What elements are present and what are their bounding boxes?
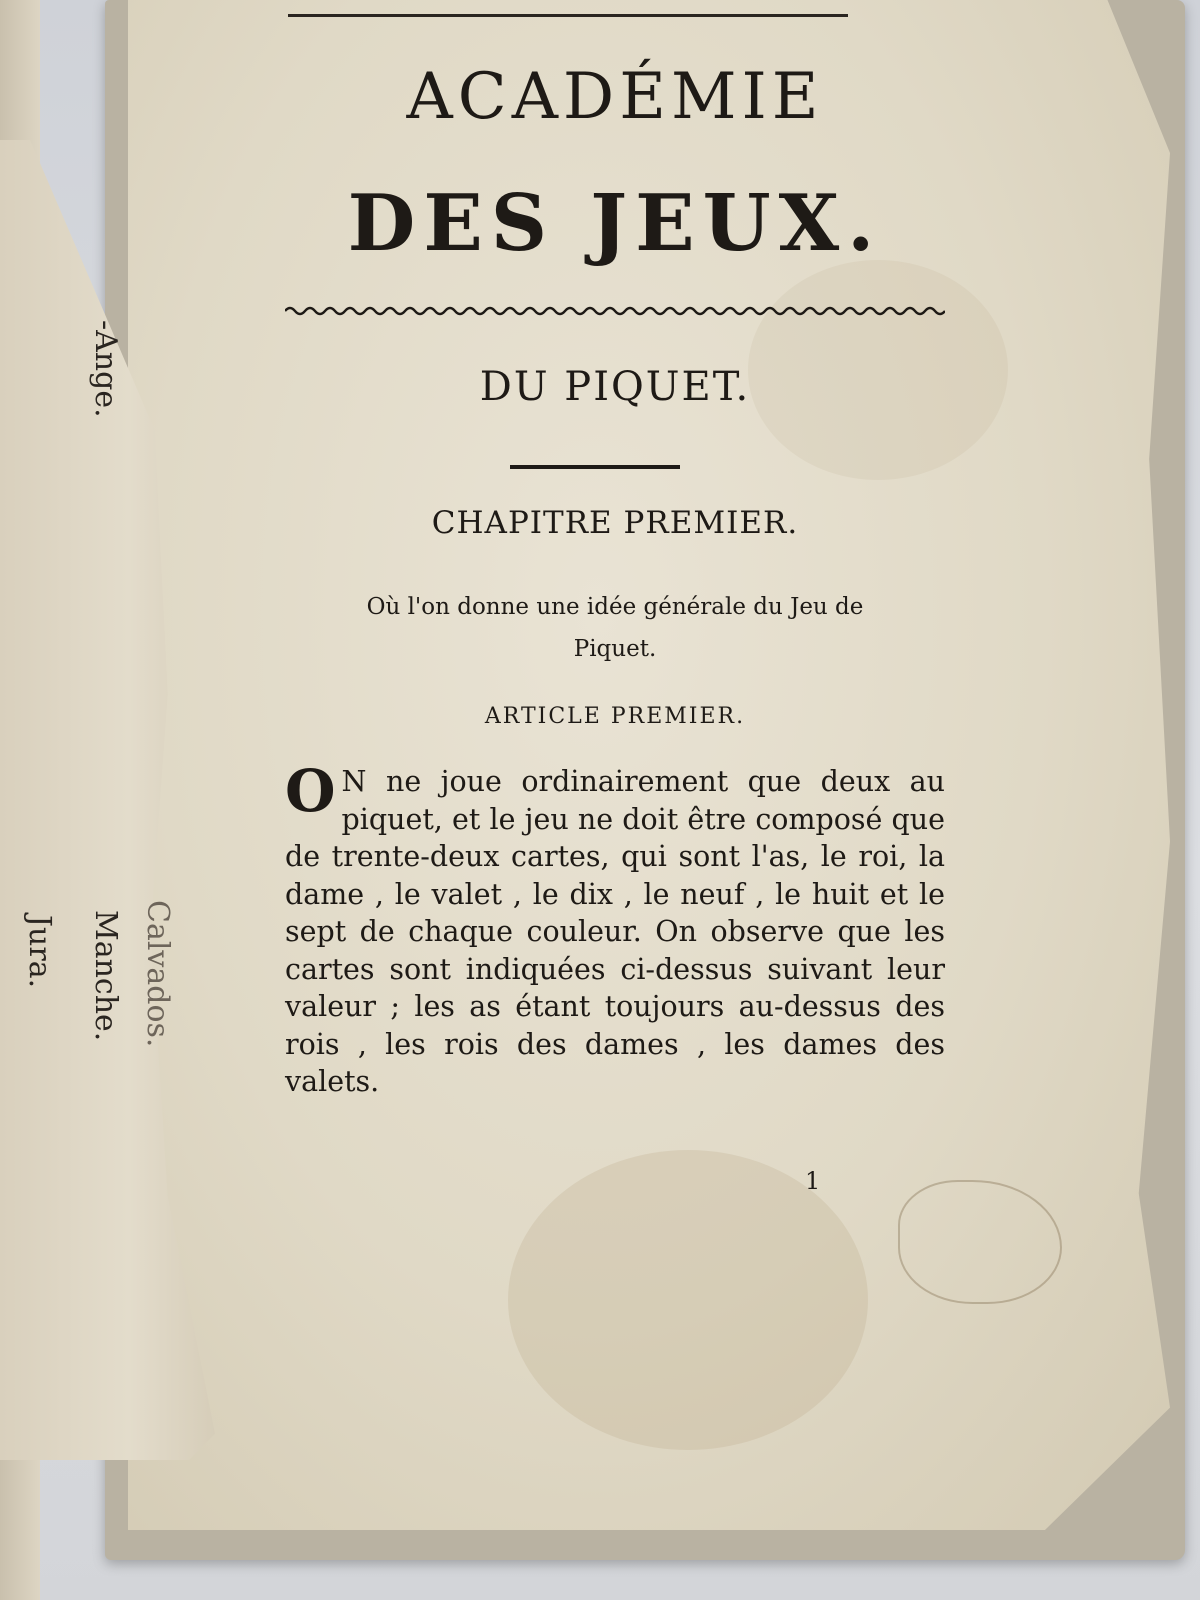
left-leaf-label: Calvados. xyxy=(140,900,175,1048)
chapter-subtitle-line: Piquet. xyxy=(573,636,657,662)
body-paragraph xyxy=(285,757,945,1101)
chapter-title: CHAPITRE PREMIER. xyxy=(431,505,799,541)
left-leaf-label: -Ange. xyxy=(88,320,123,418)
title-line-1: ACADÉMIE xyxy=(406,60,824,134)
body-text: N ne joue ordinairement que deux au piquet, et le jeu ne doit être composé que de trente-deux cartes, qui sont l'as, le roi, la dame , le valet , le dix , le neuf , le huit et le sept de chaque couleur. On observe que les cartes sont indiquées ci-dessus suivant leur valeur ; les as étant toujours au-dessus des rois , les rois des dames , les dames des valets. xyxy=(285,765,945,1098)
article-heading: ARTICLE PREMIER. xyxy=(484,704,746,729)
drop-cap: O xyxy=(285,757,336,825)
chapter-subtitle-line: Où l'on donne une idée générale du Jeu de xyxy=(366,594,864,620)
page-damage-mark xyxy=(898,1180,1062,1304)
section-title: DU PIQUET. xyxy=(479,364,751,410)
top-rule xyxy=(288,0,848,17)
left-leaf-label: Manche. xyxy=(88,910,123,1042)
short-rule xyxy=(510,465,680,469)
left-leaf-label: Jura. xyxy=(22,915,57,989)
wavy-rule xyxy=(285,305,945,317)
signature-mark: 1 xyxy=(805,1167,821,1195)
page-stain xyxy=(508,1150,868,1450)
chapter-subtitle xyxy=(285,586,945,670)
title-line-2: DES JEUX. xyxy=(347,178,883,269)
